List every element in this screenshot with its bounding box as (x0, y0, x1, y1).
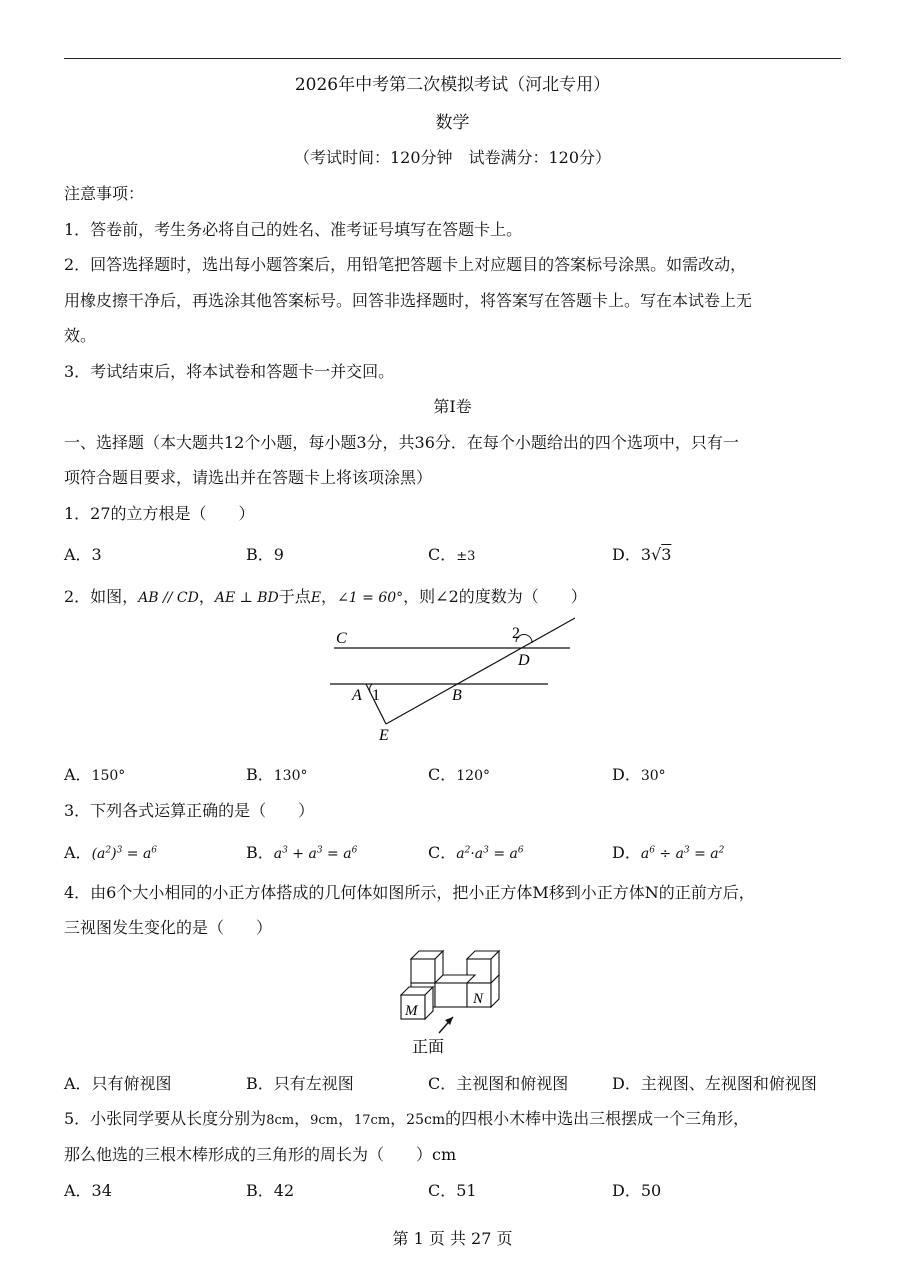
header-rule (64, 58, 841, 59)
label-front: 正面 (412, 1039, 445, 1056)
q1-option-c-value: ±3 (456, 549, 476, 564)
q3-option-d (612, 840, 724, 863)
q1-option-c (428, 542, 475, 565)
q2-stem-mid: 于点 (278, 587, 311, 606)
q2-cond-angle: ∠1 = 60° (337, 590, 404, 606)
q2-option-c-value: 120° (456, 768, 490, 784)
q5-stem-post: 的四根小木棒中选出三根摆成一个三角形， (445, 1109, 750, 1128)
label-c: C (336, 630, 347, 647)
q2-stem (64, 584, 587, 607)
q3-stem: 3．下列各式运算正确的是（ ） (64, 801, 315, 820)
note-1: 1．答卷前，考生务必将自己的姓名、准考证号填写在答题卡上。 (64, 220, 523, 239)
q2-geometry-figure (320, 612, 590, 747)
q2-option-a-value: 150° (91, 768, 126, 784)
q2-sep-2: ， (321, 587, 338, 606)
note-3: 3．考试结束后，将本试卷和答题卡一并交回。 (64, 362, 395, 381)
q5-option-d: D．50 (612, 1181, 662, 1200)
q4-option-a: A．只有俯视图 (64, 1074, 172, 1093)
q3-option-a-expr: $(a^2)^3 = a^6$ (91, 845, 158, 862)
q2-stem-tail: ，则∠2的度数为（ ） (403, 587, 587, 606)
q2-option-b-value: 130° (273, 768, 308, 784)
page-footer: 第 1 页 共 27 页 (392, 1229, 513, 1248)
note-2-line-1: 2．回答选择题时，选出每小题答案后，用铅笔把答题卡上对应题目的答案标号涂黑。如需改动， (64, 255, 747, 274)
q1-option-b: B．9 (246, 545, 284, 564)
q2-option-b (246, 762, 308, 785)
q2-option-d (612, 762, 666, 785)
q3-option-a-label: A． (64, 843, 92, 862)
section-intro-line-1: 一、选择题（本大题共12个小题，每小题3分，共36分．在每个小题给出的四个选项中，只有一 (64, 433, 739, 452)
note-2-line-2: 用橡皮擦干净后，再选涂其他答案标号。回答非选择题时，将答案写在答题卡上。写在本试卷上无 (64, 291, 753, 310)
label-e: E (379, 727, 389, 744)
q4-stem-line-1: 4．由6个大小相同的小正方体搭成的几何体如图所示，把小正方体M移到小正方体N的正前方后， (64, 883, 755, 902)
q3-option-a (64, 840, 157, 863)
q2-option-a (64, 762, 125, 785)
label-a: A (352, 687, 362, 704)
volume-title: 第Ⅰ卷 (433, 397, 472, 416)
q5-stem-pre: 5．小张同学要从长度分别为 (64, 1109, 267, 1128)
q5-option-b: B．42 (246, 1181, 295, 1200)
line-bd (386, 618, 575, 724)
label-1: 1 (372, 687, 380, 704)
q4-option-b: B．只有左视图 (246, 1074, 354, 1093)
q4-option-d: D．主视图、左视图和俯视图 (612, 1074, 817, 1093)
label-b: B (452, 687, 462, 704)
q2-cond-perpendicular: AE ⊥ BD (214, 590, 279, 606)
q2-cond-parallel: AB // CD (138, 590, 199, 606)
label-m: M (405, 1003, 418, 1019)
q3-option-d-label: D． (612, 843, 641, 862)
q3-option-c (428, 840, 524, 863)
q3-option-d-expr: $a^6 \div a^3 = a^2$ (640, 845, 725, 862)
label-n: N (473, 991, 484, 1007)
q2-stem-pre: 2．如图， (64, 587, 139, 606)
q3-option-c-expr: $a^2\cdot a^3 = a^6$ (456, 845, 524, 862)
q2-option-d-label: D． (612, 765, 641, 784)
q5-length-4: 25cm (406, 1112, 446, 1128)
q3-option-c-label: C． (428, 843, 457, 862)
q5-length-2: 9cm (310, 1113, 338, 1128)
exam-title: 2026年中考第二次模拟考试（河北专用） (294, 75, 611, 95)
q1-option-d (612, 542, 671, 565)
label-2: 2 (512, 625, 520, 642)
q2-option-a-label: A． (64, 765, 92, 784)
q2-option-b-label: B． (246, 765, 274, 784)
q4-option-c: C．主视图和俯视图 (428, 1074, 569, 1093)
exam-info: （考试时间：120分钟 试卷满分：120分） (293, 148, 612, 167)
label-d: D (518, 652, 530, 669)
q5-stem-line-2: 那么他选的三根木棒形成的三角形的周长为（ ）cm (64, 1145, 457, 1164)
q3-option-b-expr: $a^3 + a^3 = a^6$ (273, 845, 358, 862)
section-intro-line-2: 项符合题目要求，请选出并在答题卡上将该项涂黑） (64, 468, 433, 487)
q3-option-b-label: B． (246, 843, 274, 862)
q2-option-c-label: C． (428, 765, 457, 784)
notes-heading: 注意事项： (64, 184, 145, 203)
q1-option-d-radicand: 3 (661, 545, 672, 564)
q1-option-a: A．3 (64, 545, 102, 564)
cube-front-face (411, 959, 435, 983)
q4-cube-figure (395, 945, 515, 1060)
q5-length-3: 17cm (354, 1113, 391, 1128)
q1-stem: 1．27的立方根是（ ） (64, 504, 255, 523)
q5-length-1: 8cm (266, 1113, 295, 1128)
q1-option-c-label: C． (428, 545, 457, 564)
q1-option-d-coef: 3 (640, 545, 652, 564)
q5-stem-line-1: 5．小张同学要从长度分别为8cm，9cm，17cm，25cm的四根小木棒中选出三根摆成一个三角形， (64, 1109, 750, 1128)
note-2-line-3: 效。 (64, 326, 97, 345)
q2-option-c (428, 762, 490, 785)
q2-sep-1: ， (198, 587, 215, 606)
q1-option-d-label: D． (612, 545, 641, 564)
radical-sign: √ (651, 545, 662, 564)
q2-option-d-value: 30° (640, 768, 666, 784)
q5-option-a: A．34 (64, 1181, 112, 1200)
cube-front-face (435, 983, 467, 1007)
q3-option-b (246, 840, 357, 863)
q2-point-e: E (310, 590, 322, 606)
q4-stem-line-2: 三视图发生变化的是（ ） (64, 918, 273, 937)
subject-title: 数学 (435, 113, 470, 133)
q5-option-c: C．51 (428, 1181, 477, 1200)
